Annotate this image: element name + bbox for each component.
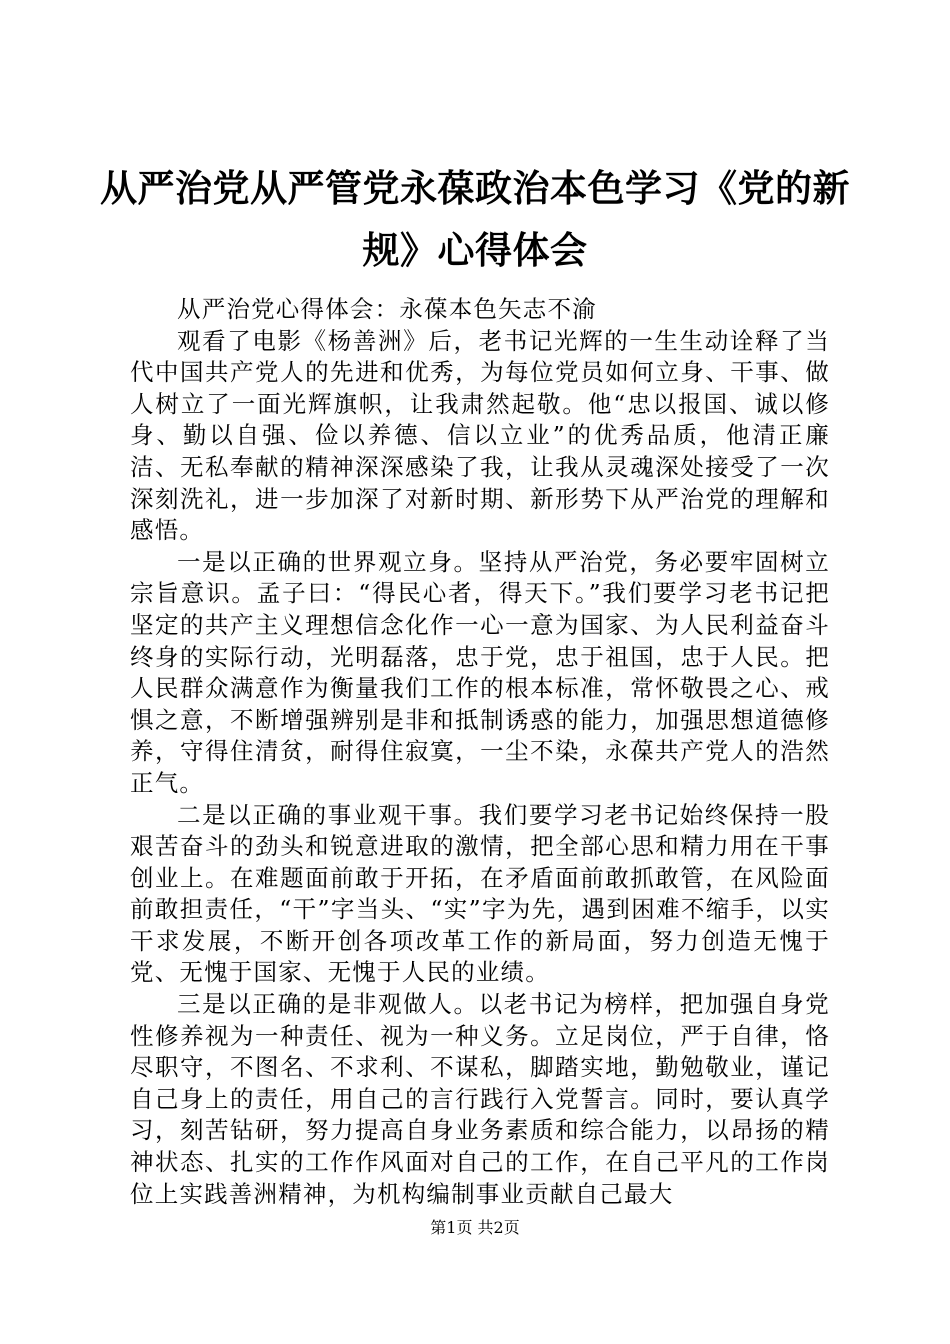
body-paragraph: 一是以正确的世界观立身。坚持从严治党，务必要牢固树立宗旨意识。孟子曰：“得民心者，得天下。”我们要学习老书记把坚定的共产主义理想信念化作一心一意为国家、为人民利益奋斗终身的实际行动，光明磊落，忠于党，忠于祖国，忠于人民。把人民群众满意作为衡量我们工作的根本标准，常怀敬畏之心、戒惧之意，不断增强辨别是非和抵制诱惑的能力，加强思想道德修养，守得住清贫，耐得住寂寞，一尘不染，永葆共产党人的浩然正气。 xyxy=(130,547,830,797)
body-paragraph: 二是以正确的事业观干事。我们要学习老书记始终保持一股艰苦奋斗的劲头和锐意进取的激情，把全部心思和精力用在干事创业上。在难题面前敢于开拓，在矛盾面前敢抓敢管，在风险面前敢担责任，“干”字当头、“实”字为先，遇到困难不缩手，以实干求发展，不断开创各项改革工作的新局面，努力创造无愧于党、无愧于国家、无愧于人民的业绩。 xyxy=(130,800,830,987)
body-paragraph: 三是以正确的是非观做人。以老书记为榜样，把加强自身党性修养视为一种责任、视为一种义务。立足岗位，严于自律，恪尽职守，不图名、不求利、不谋私，脚踏实地，勤勉敬业，谨记自己身上的责任，用自己的言行践行入党誓言。同时，要认真学习，刻苦钻研，努力提高自身业务素质和综合能力，以昂扬的精神状态、扎实的工作作风面对自己的工作，在自己平凡的工作岗位上实践善洲精神，为机构编制事业贡献自己最大 xyxy=(130,990,830,1208)
body-paragraph: 观看了电影《杨善洲》后，老书记光辉的一生生动诠释了当代中国共产党人的先进和优秀，为每位党员如何立身、干事、做人树立了一面光辉旗帜，让我肃然起敬。他“忠以报国、诚以修身、勤以自强、俭以养德、信以立业”的优秀品质，他清正廉洁、无私奉献的精神深深感染了我，让我从灵魂深处接受了一次深刻洗礼，进一步加深了对新时期、新形势下从严治党的理解和感悟。 xyxy=(130,326,830,545)
page-number-footer: 第1页 共2页 xyxy=(430,1218,520,1237)
document-title: 从严治党从严管党永葆政治本色学习《党的新规》心得体会 xyxy=(100,167,850,272)
document-body xyxy=(130,294,830,1210)
subtitle-paragraph: 从严治党心得体会：永葆本色矢志不渝 xyxy=(177,295,597,323)
